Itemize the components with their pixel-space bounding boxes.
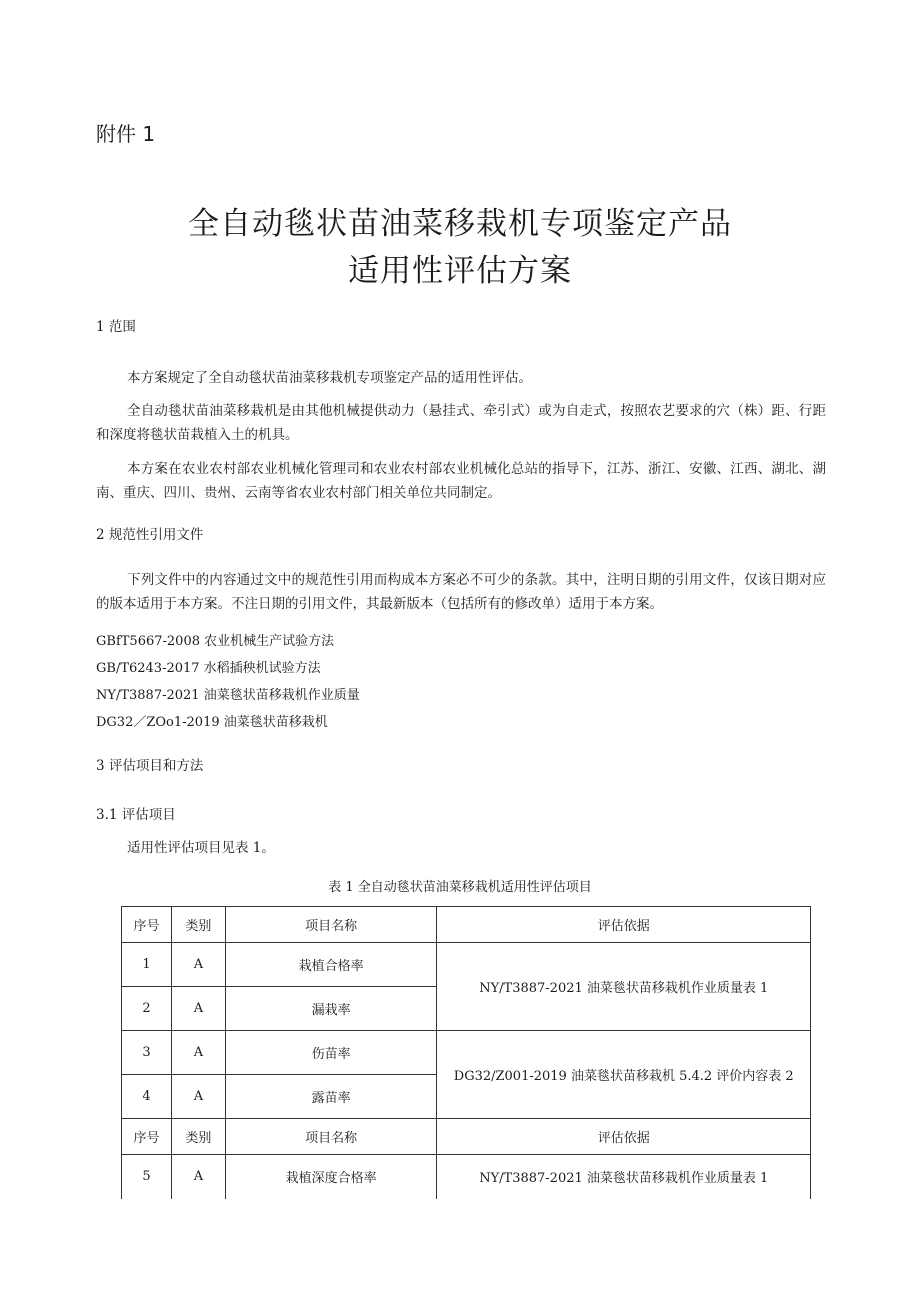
- cell-item-name: 栽植深度合格率: [225, 1155, 437, 1199]
- doc-title-line1: 全自动毯状苗油菜移栽机专项鉴定产品: [188, 206, 732, 242]
- reference-item: GBfT5667-2008 农业机械生产试验方法: [96, 634, 335, 649]
- evaluation-table: [121, 906, 811, 1199]
- table-caption: 表 1 全自动毯状苗油菜移栽机适用性评估项目: [328, 880, 592, 895]
- header-no: 序号: [122, 1119, 172, 1155]
- cell-item-name: 露苗率: [225, 1075, 437, 1119]
- section-2-heading: 2 规范性引用文件: [96, 527, 204, 543]
- cell-basis: NY/T3887-2021 油菜毯状苗移栽机作业质量表 1: [437, 1155, 811, 1199]
- table-row: [122, 1155, 811, 1199]
- reference-item: NY/T3887-2021 油菜毯状苗移栽机作业质量: [96, 688, 360, 703]
- header-basis: 评估依据: [437, 1119, 811, 1155]
- table-row: [122, 943, 811, 987]
- cell-no: 3: [122, 1031, 172, 1075]
- reference-item: GB/T6243-2017 水稻插秧机试验方法: [96, 661, 321, 676]
- cell-no: 2: [122, 987, 172, 1031]
- cell-no: 1: [122, 943, 172, 987]
- cell-category: A: [171, 987, 225, 1031]
- cell-item-name: 伤苗率: [225, 1031, 437, 1075]
- section-3-para-1: 适用性评估项目见表 1。: [127, 840, 275, 856]
- header-item-name: 项目名称: [225, 907, 437, 943]
- section-1-para-1: 本方案规定了全自动毯状苗油菜移栽机专项鉴定产品的适用性评估。: [127, 370, 532, 386]
- cell-basis: DG32/Z001-2019 油菜毯状苗移栽机 5.4.2 评价内容表 2: [437, 1031, 811, 1119]
- section-2-para-1: 下列文件中的内容通过文中的规范性引用而构成本方案必不可少的条款。其中，注明日期的引用文件，仅该日期对应的版本适用于本方案。不注日期的引用文件，其最新版本（包括所有的修改单）适用于本方案。: [96, 572, 826, 612]
- cell-item-name: 栽植合格率: [225, 943, 437, 987]
- cell-category: A: [171, 1031, 225, 1075]
- cell-category: A: [171, 1155, 225, 1199]
- section-1-heading: 1 范围: [96, 319, 136, 335]
- section-1-para-3: 本方案在农业农村部农业机械化管理司和农业农村部农业机械化总站的指导下，江苏、浙江、安徽、江西、湖北、湖南、重庆、四川、贵州、云南等省农业农村部门相关单位共同制定。: [96, 461, 826, 501]
- cell-item-name: 漏栽率: [225, 987, 437, 1031]
- section-3-1-heading: 3.1 评估项目: [96, 807, 176, 823]
- header-category: 类别: [171, 907, 225, 943]
- doc-title-line2: 适用性评估方案: [348, 253, 572, 289]
- table-header-row-repeat: [122, 1119, 811, 1155]
- header-no: 序号: [122, 907, 172, 943]
- cell-basis: NY/T3887-2021 油菜毯状苗移栽机作业质量表 1: [437, 943, 811, 1031]
- header-basis: 评估依据: [437, 907, 811, 943]
- section-3-heading: 3 评估项目和方法: [96, 758, 204, 774]
- cell-no: 4: [122, 1075, 172, 1119]
- header-category: 类别: [171, 1119, 225, 1155]
- table-header-row: [122, 907, 811, 943]
- cell-category: A: [171, 1075, 225, 1119]
- header-item-name: 项目名称: [225, 1119, 437, 1155]
- table-row: [122, 1031, 811, 1075]
- reference-item: DG32／ZOo1-2019 油菜毯状苗移栽机: [96, 715, 328, 730]
- attachment-label: 附件 1: [96, 122, 156, 146]
- cell-category: A: [171, 943, 225, 987]
- cell-no: 5: [122, 1155, 172, 1199]
- section-1-para-2: 全自动毯状苗油菜移栽机是由其他机械提供动力（悬挂式、牵引式）或为自走式，按照农艺要求的穴（株）距、行距和深度将毯状苗栽植入土的机具。: [96, 403, 826, 443]
